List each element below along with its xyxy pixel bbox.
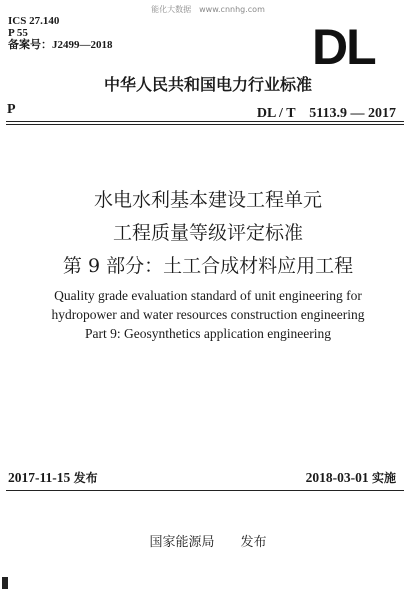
issuer-name: 国家能源局 — [149, 535, 215, 550]
title-zh-line-3: 第 9 部分：土工合成材料应用工程 — [62, 255, 354, 277]
footer-divider — [6, 490, 404, 491]
issue-date-block — [8, 469, 98, 486]
title-zh-line-1: 水电水利基本建设工程单元 — [93, 189, 322, 211]
page-edge-mark — [2, 577, 8, 589]
industry-standard-title: 中华人民共和国电力行业标准 — [103, 75, 312, 94]
issuer-action: 发布 — [240, 535, 267, 550]
issue-label: 发布 — [73, 471, 98, 485]
title-zh-line-2: 工程质量等级评定标准 — [112, 222, 303, 244]
issuer-line — [0, 531, 416, 550]
watermark-text: 能化大数据 www.cnnhg.com — [151, 5, 265, 14]
effective-date-block — [306, 469, 396, 486]
standard-number: DL / T 5113.9 — 2017 — [256, 106, 396, 121]
title-en-line-2: hydropower and water resources construction engineering — [51, 307, 365, 322]
header-divider-top — [6, 121, 404, 122]
dl-logo: DL — [312, 19, 375, 75]
effective-date: 2018-03-01 — [305, 470, 369, 485]
record-number: 备案号：J2499—2018 — [8, 39, 113, 51]
standard-category: P — [7, 102, 16, 117]
issue-date: 2017-11-15 — [8, 470, 71, 485]
category-code: P 55 — [8, 27, 28, 39]
header-divider-bottom — [6, 124, 404, 125]
effective-label: 实施 — [371, 471, 396, 485]
title-en-line-3: Part 9: Geosynthetics application engineering — [85, 326, 331, 341]
title-en-line-1: Quality grade evaluation standard of unit engineering for — [54, 288, 362, 303]
ics-code: ICS 27.140 — [8, 15, 60, 27]
